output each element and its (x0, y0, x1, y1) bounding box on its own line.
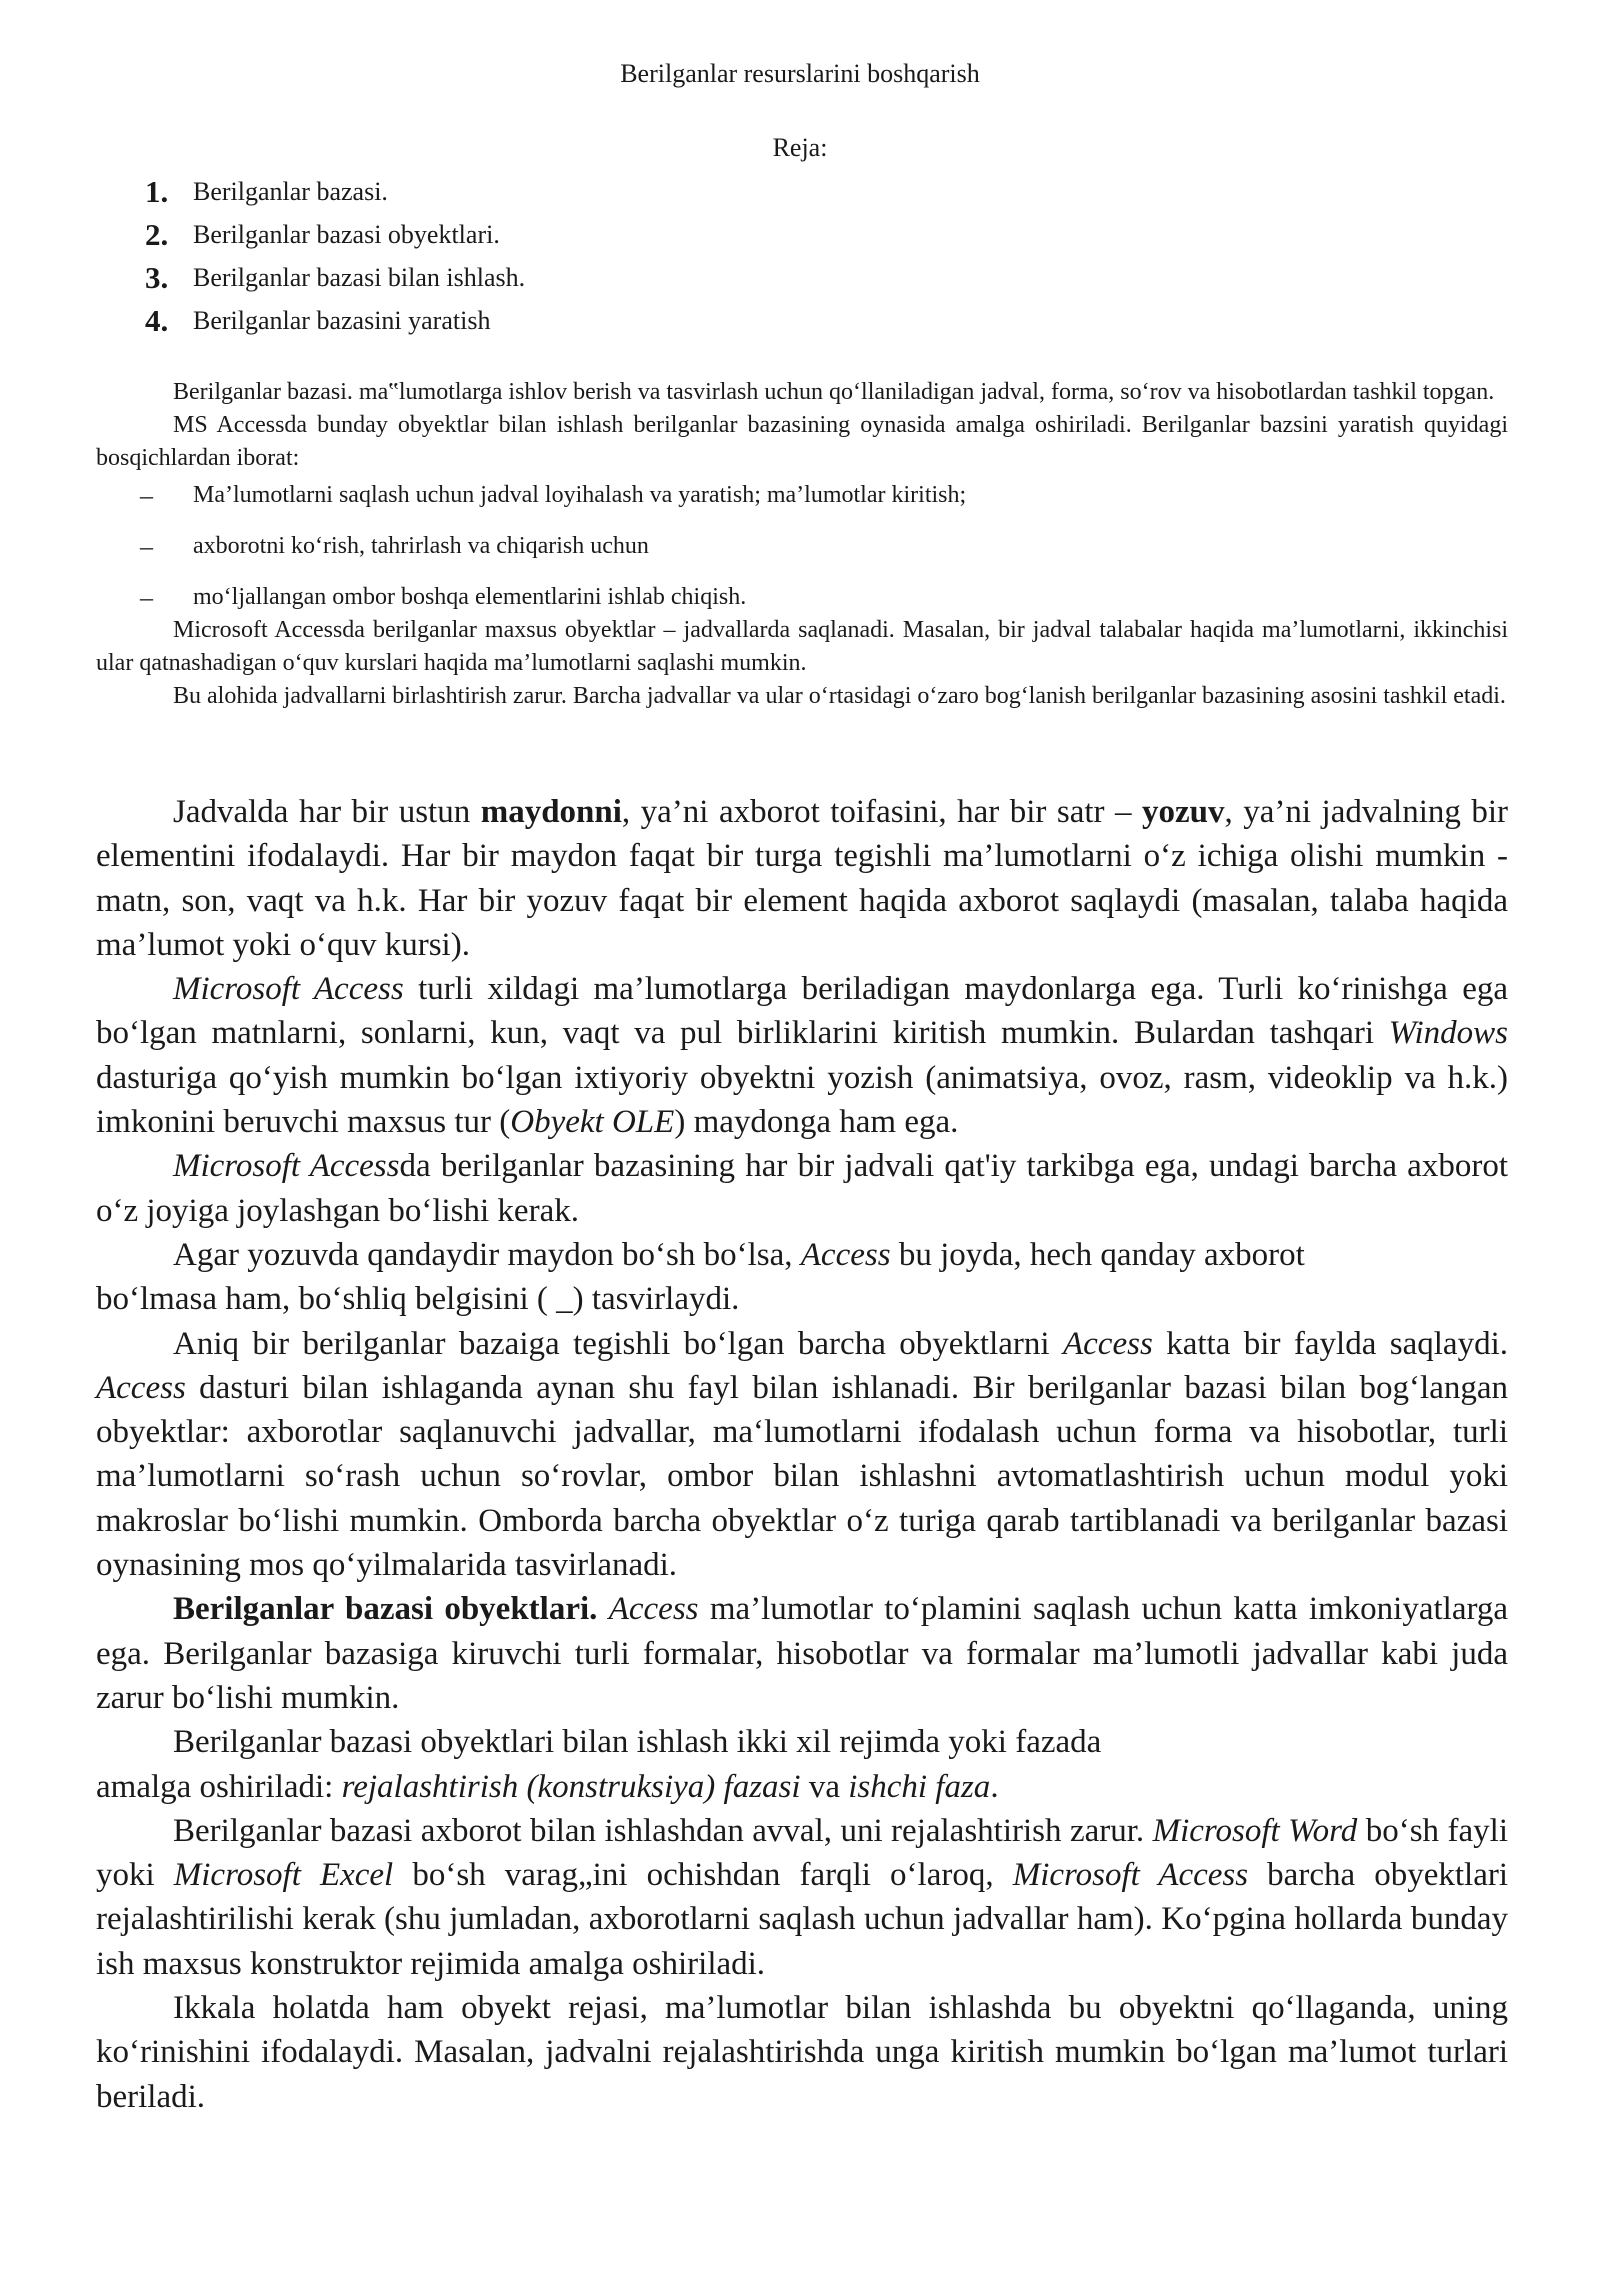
text-run: bo‘sh varag„ini ochishdan farqli o‘laroq, (393, 1857, 1013, 1894)
text-run: ) maydonga ham ega. (674, 1104, 959, 1141)
body-paragraph: Ikkala holatda ham obyekt rejasi, ma’lumotlar bilan ishlashda bu obyektni qo‘llaganda, uning ko‘rinishini ifodalaydi. Masalan, jadvalni rejalashtirishda unga kiritish mumkin bo‘lgan ma’lumot turlari beriladi. (96, 1990, 1508, 2115)
body-paragraph (96, 1765, 1508, 1809)
plan-item (145, 170, 845, 213)
bullet-marker: – (140, 583, 153, 612)
plan-item (145, 213, 845, 256)
document-title: Berilganlar resurslarini boshqarish (620, 59, 980, 88)
plan-text: Berilganlar bazasini yaratish (193, 305, 491, 335)
body-paragraph (96, 1322, 1508, 1588)
bullet-item (96, 475, 1508, 526)
body-paragraph (96, 1587, 1508, 1720)
plan-number: 1. (145, 173, 169, 209)
bullet-text: Ma’lumotlarni saqlash uchun jadval loyihalash va yaratish; ma’lumotlar kiritish; (193, 482, 967, 508)
italic-term: Windows (1388, 1015, 1508, 1052)
plan-text: Berilganlar bazasi. (193, 176, 388, 206)
italic-term: Obyekt OLE (510, 1104, 675, 1141)
body-paragraph (96, 1809, 1508, 1986)
main-text (96, 790, 1508, 2119)
italic-term: Access (96, 1369, 186, 1406)
bullet-item (96, 526, 1508, 577)
section-heading: Berilganlar bazasi obyektlari. (173, 1591, 598, 1628)
plan-number: 4. (145, 302, 169, 338)
text-run: ma’lumotlar to‘plamini saqlash uchun katta imkoniyatlarga ega. Berilganlar bazasiga kiruvchi turli formalar, hisobotlar va formalar ma’lumotli jadvallar kabi juda zarur bo‘lishi mumkin. (96, 1591, 1509, 1716)
text-run: dasturi bilan ishlaganda aynan shu fayl bilan ishlanadi. Bir berilganlar bazasi bilan bog‘langan obyektlar: axborotlar saqlanuvchi jadvallar, ma‘lumotlarni ifodalash uchun forma va hisobotlar, turli ma’lumotlarni so‘rash uchun so‘rovlar, ombor bilan ishlashni avtomatlashtirish uchun modul yoki makroslar bo‘lishi mumkin. Omborda barcha obyektlar o‘z turiga qarab tartiblanadi va berilganlar bazasi oynasining mos qo‘yilmalarida tasvirlanadi. (96, 1369, 1508, 1584)
bold-term: yozuv (1142, 794, 1225, 830)
text-run: Berilganlar bazasi axborot bilan ishlashdan avval, uni rejalashtirish zarur. (173, 1812, 1153, 1849)
text-run: bo‘sh fayli yoki (96, 1812, 1508, 1894)
intro-paragraph: Berilganlar bazasi. ma‟lumotlarga ishlov berish va tasvirlash uchun qo‘llaniladigan jadval, forma, so‘rov va hisobotlardan tashkil topgan. (173, 379, 1495, 405)
intro-paragraph: MS Accessda bunday obyektlar bilan ishlash berilganlar bazasining oynasida amalga oshiriladi. Berilganlar bazsini yaratish quyidagi bosqichlardan iborat: (96, 412, 1508, 471)
body-paragraph (96, 1233, 1508, 1277)
text-run: Jadvalda har bir ustun (173, 794, 481, 830)
text-run: va (800, 1768, 849, 1805)
bullet-text: axborotni ko‘rish, tahrirlash va chiqarish uchun (193, 533, 649, 559)
italic-term: Microsoft Access (173, 1148, 400, 1185)
plan-heading: Reja: (772, 133, 828, 162)
italic-term: Access (608, 1591, 699, 1628)
body-paragraph (96, 790, 1508, 967)
italic-term: ishchi faza (848, 1768, 991, 1805)
bullet-text: mo‘ljallangan ombor boshqa elementlarini ishlab chiqish. (193, 584, 747, 610)
plan-text: Berilganlar bazasi bilan ishlash. (193, 262, 526, 292)
text-run: bu joyda, hech qanday axborot (890, 1236, 1305, 1273)
plan-number: 3. (145, 259, 169, 295)
text-run: barcha obyektlari rejalashtirilishi kerak (shu jumladan, axborotlarni saqlash uchun jadvallar ham). Ko‘pgina hollarda bunday ish maxsus konstruktor rejimida amalga oshiriladi. (96, 1857, 1508, 1982)
italic-term: Microsoft Access (173, 971, 404, 1008)
body-paragraph (96, 967, 1508, 1144)
text-run: , ya’ni jadvalning bir elementini ifodalaydi. Har bir maydon faqat bir turga tegishli ma’lumotlarni o‘z ichiga olishi mumkin - matn, son, vaqt va h.k. Har bir yozuv faqat bir element haqida axborot saqlaydi (masalan, talaba haqida ma’lumot yoki o‘quv kursi). (96, 794, 1509, 963)
italic-term: Microsoft Access (1012, 1857, 1249, 1894)
text-run (597, 1591, 608, 1627)
plan-item (145, 256, 845, 299)
plan-item (145, 299, 845, 342)
text-run: Aniq bir berilganlar bazaiga tegishli bo‘lgan barcha obyektlarni (173, 1325, 1063, 1362)
bullet-marker: – (140, 532, 153, 561)
bullet-item (96, 577, 1508, 614)
intro-section (96, 376, 1508, 713)
italic-term: rejalashtirish (konstruksiya) fazasi (341, 1768, 801, 1805)
bold-term: maydonni (480, 794, 622, 830)
plan-list (145, 170, 845, 342)
plan-number: 2. (145, 216, 169, 252)
text-run: katta bir faylda saqlaydi. (1152, 1325, 1508, 1362)
text-run: Agar yozuvda qandaydir maydon bo‘sh bo‘lsa, (173, 1236, 801, 1273)
italic-term: Access (800, 1236, 891, 1273)
bullet-marker: – (140, 481, 153, 510)
intro-paragraph: Bu alohida jadvallarni birlashtirish zarur. Barcha jadvallar va ular o‘rtasidagi o‘zaro bog‘lanish berilganlar bazasining asosini tashkil etadi. (173, 683, 1506, 709)
text-run: , ya’ni axborot toifasini, har bir satr – (621, 794, 1143, 830)
intro-paragraph: Microsoft Accessda berilganlar maxsus obyektlar – jadvallarda saqlanadi. Masalan, bir jadval talabalar haqida ma’lumotlarni, ikkinchisi ular qatnashadigan o‘quv kurslari haqida ma’lumotlarni saqlashi mumkin. (96, 617, 1508, 676)
italic-term: Microsoft Excel (173, 1857, 394, 1894)
italic-term: Access (1063, 1325, 1153, 1362)
text-run: dasturiga qo‘yish mumkin bo‘lgan ixtiyoriy obyektni yozish (animatsiya, ovoz, rasm, videoklip va h.k.) imkonini beruvchi maxsus tur ( (96, 1059, 1508, 1141)
plan-text: Berilganlar bazasi obyektlari. (193, 219, 500, 249)
text-run: da berilganlar bazasining har bir jadvali qat'iy tarkibga ega, undagi barcha axborot o‘z joyiga joylashgan bo‘lishi kerak. (96, 1148, 1508, 1229)
text-run: Berilganlar bazasi obyektlari bilan ishlash ikki xil rejimda yoki fazada (173, 1724, 1102, 1761)
body-paragraph (96, 1144, 1508, 1233)
italic-term: Microsoft Word (1152, 1812, 1358, 1849)
text-run: amalga oshiriladi: (96, 1768, 342, 1805)
body-paragraph (96, 1277, 1508, 1321)
body-paragraph (96, 1720, 1508, 1764)
text-run: turli xildagi ma’lumotlarga beriladigan maydonlarga ega. Turli ko‘rinishga ega bo‘lgan matnlarni, sonlarni, kun, vaqt va pul birliklarini kiritish mumkin. Bulardan tashqari (96, 971, 1508, 1052)
text-run: . (990, 1768, 999, 1805)
text-run: bo‘lmasa ham, bo‘shliq belgisini ( _) tasvirlaydi. (96, 1281, 740, 1318)
